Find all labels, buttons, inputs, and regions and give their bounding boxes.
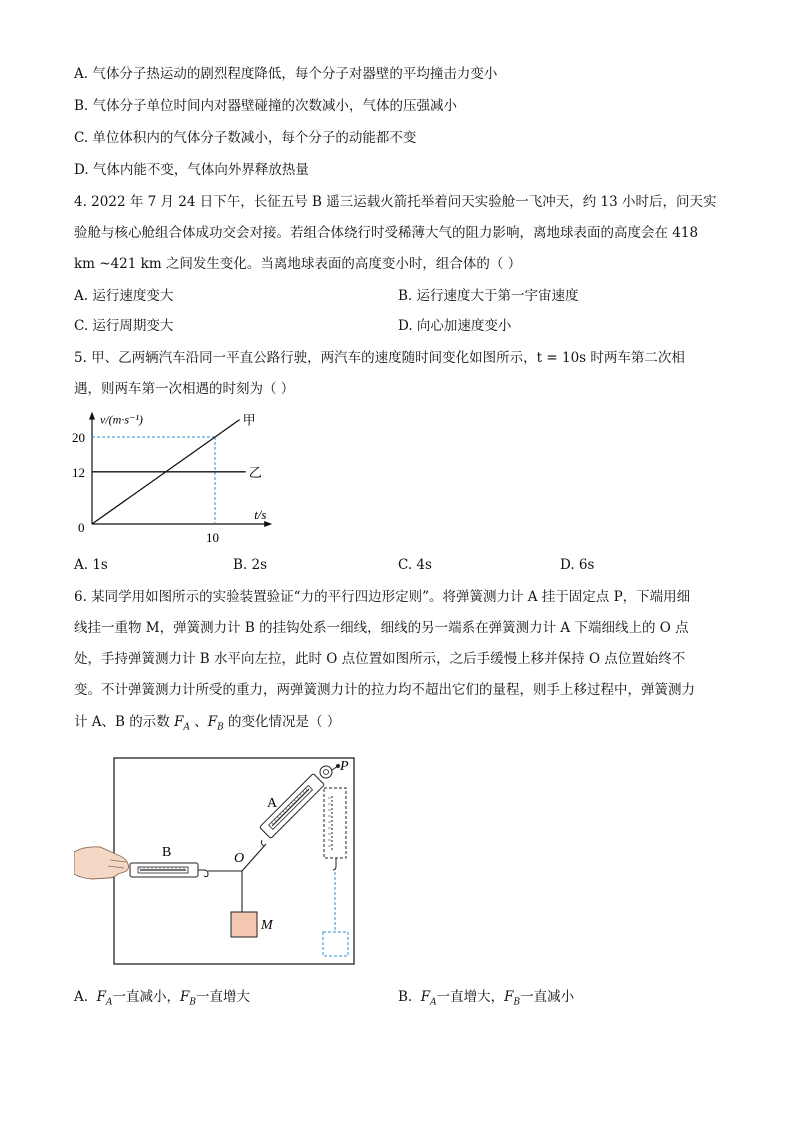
spring-scale-b [130, 863, 208, 877]
f-b-symbol: $F_B$ [207, 714, 224, 733]
q5-stem-line1: 5. 甲、乙两辆汽车沿同一平直公路行驶，两汽车的速度随时间变化如图所示，t = 10s 时两车第二次相 [74, 350, 685, 366]
q3-option-c: C. 单位体积内的气体分子数减小，每个分子的动能都不变 [74, 130, 417, 146]
label-m: M [261, 918, 273, 933]
q4-option-b: B. 运行速度大于第一宇宙速度 [398, 288, 579, 304]
y-tick-20: 20 [72, 430, 85, 445]
q3-option-b: B. 气体分子单位时间内对器壁碰撞的次数减小，气体的压强减小 [74, 98, 458, 114]
q6-stem-line1: 6. 某同学用如图所示的实验装置验证“力的平行四边形定则”。将弹簧测力计 A 挂于固定点 P，下端用细 [74, 589, 691, 605]
label-b: B [162, 845, 172, 860]
q6-stem-line4: 变。不计弹簧测力计所受的重力，两弹簧测力计的拉力均不超出它们的量程，则手上移过程中，弹簧测力 [74, 682, 695, 698]
q6-stem-line2: 线挂一重物 M，弹簧测力计 B 的挂钩处系一细线，细线的另一端系在弹簧测力计 A 下端细线上的 O 点 [74, 620, 689, 636]
x-axis-label: t/s [254, 507, 267, 522]
q6-stem-line5: 计 A、B 的示数 $F_A$ 、$F_B$ 的变化情况是（ ） [74, 714, 341, 733]
q6-option-b: B. $F_A$一直增大，$F_B$一直减小 [398, 989, 575, 1008]
q4-stem-line1: 4. 2022 年 7 月 24 日下午，长征五号 B 遥三运载火箭托举着问天实验舱一飞冲天，约 13 小时后，问天实 [74, 194, 717, 210]
q6-apparatus-figure [74, 752, 364, 970]
q4-stem-line2: 验舱与核心舱组合体成功交会对接。若组合体绕行时受稀薄大气的阻力影响，离地球表面的高度会在 418 [74, 225, 699, 241]
q6-stem-line5-post: 的变化情况是（ ） [228, 714, 341, 730]
q6-option-a: A. $F_A$一直减小，$F_B$一直增大 [74, 989, 250, 1008]
y-axis-label: v/(m·s⁻¹) [100, 412, 143, 427]
q6-stem-line5-pre: 计 A、B 的示数 [74, 714, 170, 730]
label-p: P [340, 759, 349, 774]
q5-option-d: D. 6s [560, 557, 595, 573]
label-a: A [267, 796, 278, 811]
q3-option-a: A. 气体分子热运动的剧烈程度降低，每个分子对器壁的平均撞击力变小 [74, 66, 498, 82]
series-label-0: 甲 [242, 412, 256, 428]
q5-option-c: C. 4s [398, 557, 432, 573]
mass-m [231, 912, 257, 937]
q6-stem-line3: 处，手持弹簧测力计 B 水平向左拉，此时 O 点位置如图所示，之后手缓慢上移并保持 O 点位置始终不 [74, 651, 686, 667]
y-tick-12: 12 [72, 464, 85, 480]
tick-origin: 0 [78, 520, 85, 535]
q5-stem-line2: 遇，则两车第一次相遇的时刻为（ ） [74, 381, 295, 397]
q4-option-a: A. 运行速度变大 [74, 288, 174, 304]
q3-option-d: D. 气体内能不变，气体向外界释放热量 [74, 162, 309, 178]
series-label-1: 乙 [248, 464, 262, 480]
q4-stem-line3: km ~421 km 之间发生变化。当离地球表面的高度变小时，组合体的（ ） [74, 256, 522, 272]
q4-option-d: D. 向心加速度变小 [398, 318, 512, 334]
f-a-symbol: $F_A$ [174, 714, 190, 733]
q4-option-c: C. 运行周期变大 [74, 318, 174, 334]
q5-velocity-time-graph [64, 402, 274, 550]
y-axis-arrow [89, 412, 95, 420]
q5-option-b: B. 2s [233, 557, 268, 573]
label-o: O [234, 851, 245, 866]
x-tick-10: 10 [206, 530, 219, 545]
q5-option-a: A. 1s [74, 557, 108, 573]
